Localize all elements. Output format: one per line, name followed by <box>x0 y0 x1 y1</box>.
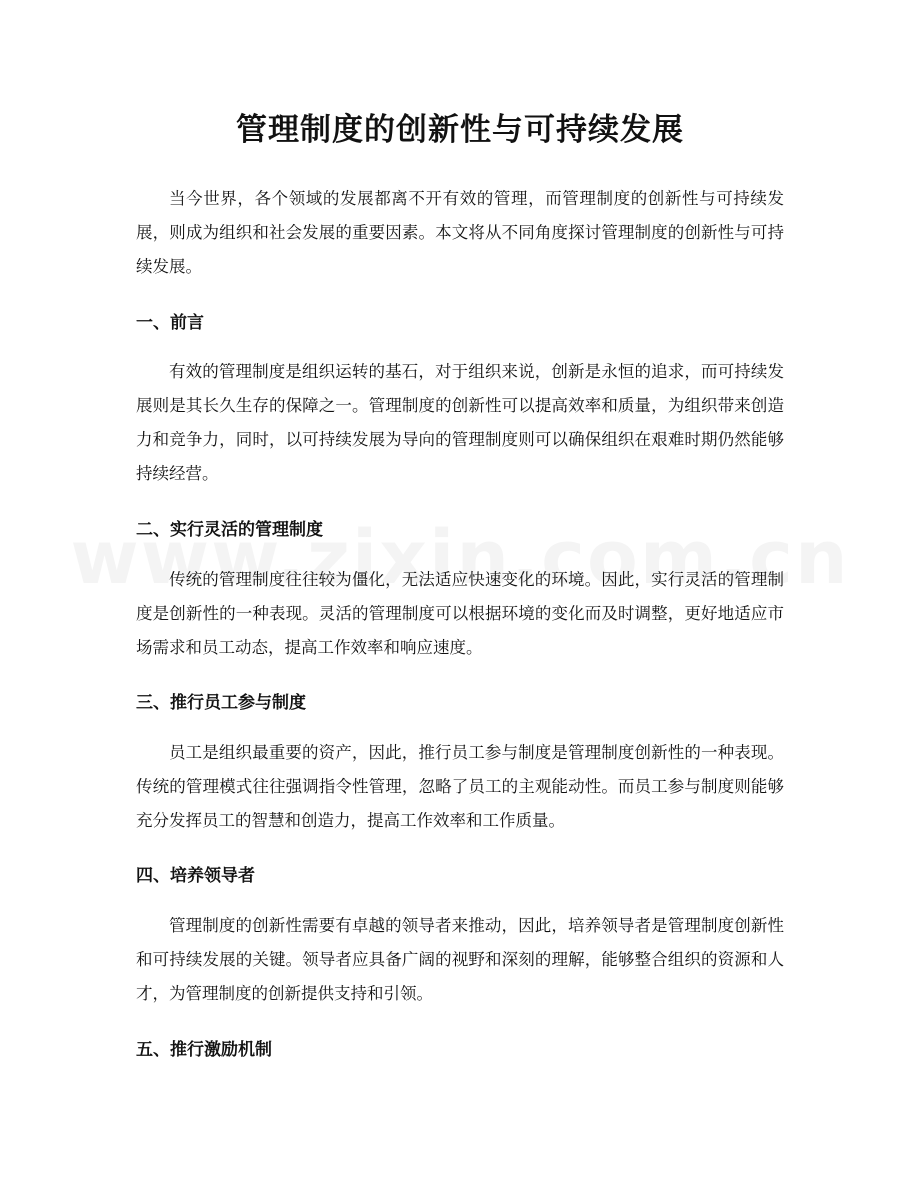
section-body-2: 传统的管理制度往往较为僵化，无法适应快速变化的环境。因此，实行灵活的管理制度是创新性的一种表现。灵活的管理制度可以根据环境的变化而及时调整，更好地适应市场需求和员工动态，提高工作效率和响应速度。 <box>136 570 784 657</box>
section-heading-5: 五、推行激励机制 <box>136 1040 272 1060</box>
section-heading-3: 三、推行员工参与制度 <box>136 693 306 713</box>
document-title: 管理制度的创新性与可持续发展 <box>236 112 684 148</box>
section-body-4: 管理制度的创新性需要有卓越的领导者来推动，因此，培养领导者是管理制度创新性和可持续发展的关键。领导者应具备广阔的视野和深刻的理解，能够整合组织的资源和人才，为管理制度的创新提供支持和引领。 <box>136 916 784 1003</box>
section-heading-2: 二、实行灵活的管理制度 <box>136 520 323 540</box>
intro-paragraph: 当今世界，各个领域的发展都离不开有效的管理，而管理制度的创新性与可持续发展，则成为组织和社会发展的重要因素。本文将从不同角度探讨管理制度的创新性与可持续发展。 <box>136 189 784 276</box>
section-body-3: 员工是组织最重要的资产，因此，推行员工参与制度是管理制度创新性的一种表现。传统的管理模式往往强调指令性管理，忽略了员工的主观能动性。而员工参与制度则能够充分发挥员工的智慧和创造力，提高工作效率和工作质量。 <box>136 743 784 830</box>
section-heading-4: 四、培养领导者 <box>136 866 255 886</box>
section-heading-1: 一、前言 <box>136 313 204 333</box>
section-body-1: 有效的管理制度是组织运转的基石，对于组织来说，创新是永恒的追求，而可持续发展则是其长久生存的保障之一。管理制度的创新性可以提高效率和质量，为组织带来创造力和竞争力，同时，以可持续发展为导向的管理制度则可以确保组织在艰难时期仍然能够持续经营。 <box>136 362 784 483</box>
